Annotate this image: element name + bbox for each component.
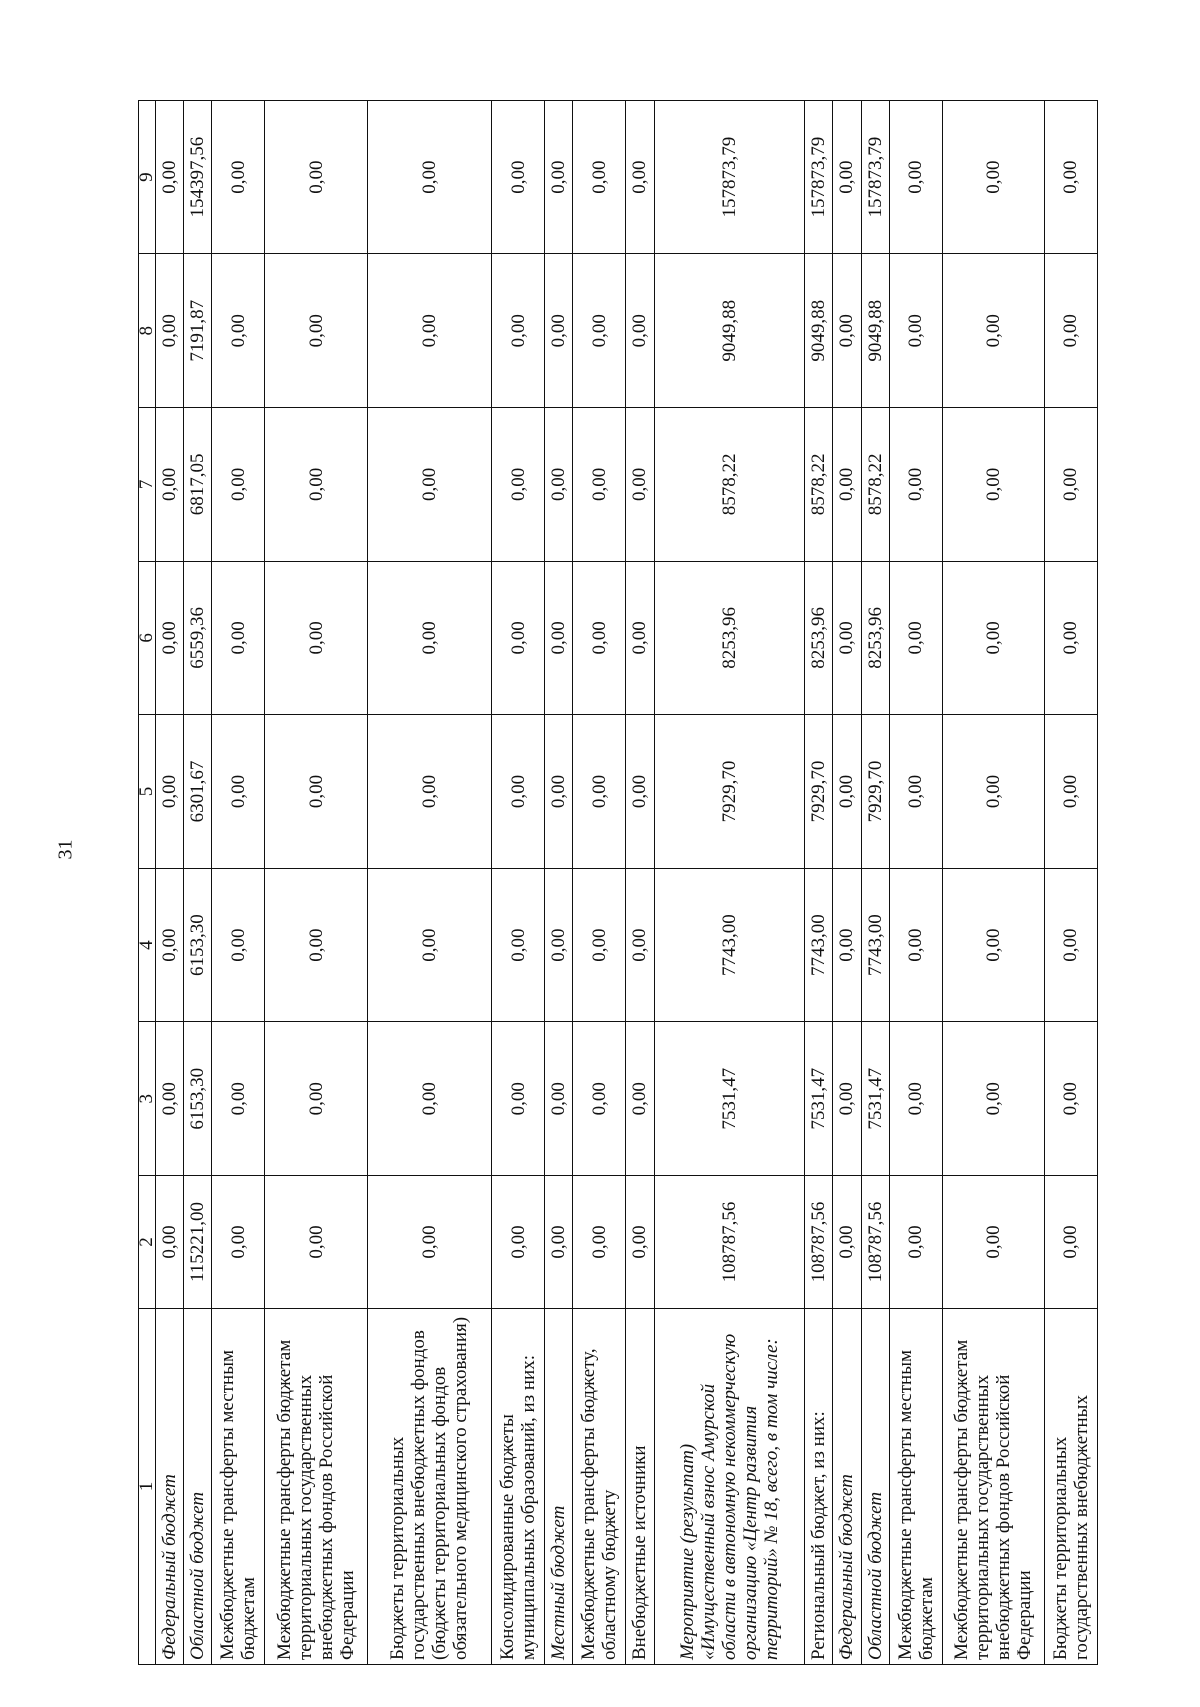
value-cell: 0,00 [573,1022,626,1176]
value-cell: 7531,47 [805,1022,833,1176]
value-cell: 0,00 [156,868,184,1022]
value-cell: 0,00 [833,561,861,715]
value-cell: 0,00 [573,715,626,869]
value-cell: 0,00 [889,1176,942,1309]
value-cell: 0,00 [833,408,861,562]
value-cell: 0,00 [626,561,654,715]
value-cell: 157873,79 [805,100,833,254]
value-cell: 0,00 [942,100,1044,254]
row-label: Местный бюджет [545,1309,573,1665]
value-cell: 7743,00 [861,868,889,1022]
column-header-9: 9 [139,100,156,254]
value-cell: 0,00 [1044,100,1097,254]
value-cell: 8253,96 [654,561,805,715]
value-cell: 0,00 [212,715,265,869]
value-cell: 0,00 [626,1022,654,1176]
row-label: Межбюджетные трансферты бюджетам территориальных государственных внебюджетных фондов Российской Федерации [942,1309,1044,1665]
value-cell: 154397,56 [184,100,212,254]
row-label: Межбюджетные трансферты бюджетам территориальных государственных внебюджетных фондов Российской Федерации [265,1309,367,1665]
value-cell: 0,00 [156,1022,184,1176]
value-cell: 0,00 [942,561,1044,715]
value-cell: 0,00 [573,408,626,562]
value-cell: 0,00 [626,254,654,408]
row-label: Федеральный бюджет [156,1309,184,1665]
value-cell: 0,00 [545,715,573,869]
row-label: Региональный бюджет, из них: [805,1309,833,1665]
value-cell: 0,00 [573,100,626,254]
rotated-table-container [138,100,1098,1665]
value-cell: 108787,56 [861,1176,889,1309]
value-cell: 0,00 [265,408,367,562]
table-row [1044,100,1097,1664]
value-cell: 0,00 [1044,408,1097,562]
table-body [156,100,1098,1664]
value-cell: 0,00 [156,561,184,715]
value-cell: 0,00 [573,254,626,408]
value-cell: 0,00 [626,100,654,254]
value-cell: 0,00 [212,408,265,562]
column-header-7: 7 [139,408,156,562]
row-label: Межбюджетные трансферты местным бюджетам [889,1309,942,1665]
row-label: Консолидированные бюджеты муниципальных образований, из них: [492,1309,545,1665]
value-cell: 8578,22 [654,408,805,562]
value-cell: 0,00 [212,561,265,715]
value-cell: 0,00 [889,868,942,1022]
value-cell: 9049,88 [654,254,805,408]
value-cell: 6817,05 [184,408,212,562]
value-cell: 0,00 [889,100,942,254]
value-cell: 0,00 [626,868,654,1022]
table-row [805,100,833,1664]
value-cell: 0,00 [833,868,861,1022]
column-header-6: 6 [139,561,156,715]
row-label: Бюджеты территориальных государственных внебюджетных фондов (бюджеты территориальных фондов обязательного медицинского страхования) [367,1309,492,1665]
value-cell: 0,00 [942,868,1044,1022]
row-label: Областной бюджет [861,1309,889,1665]
value-cell: 0,00 [265,1022,367,1176]
value-cell: 0,00 [492,715,545,869]
value-cell: 7929,70 [654,715,805,869]
column-header-5: 5 [139,715,156,869]
value-cell: 0,00 [1044,1176,1097,1309]
value-cell: 0,00 [492,561,545,715]
table-row [654,100,805,1664]
value-cell: 7531,47 [654,1022,805,1176]
value-cell: 0,00 [942,254,1044,408]
value-cell: 0,00 [367,1176,492,1309]
value-cell: 0,00 [942,715,1044,869]
value-cell: 7743,00 [654,868,805,1022]
value-cell: 8578,22 [861,408,889,562]
value-cell: 0,00 [626,408,654,562]
budget-table [138,100,1098,1665]
value-cell: 0,00 [367,1022,492,1176]
value-cell: 0,00 [1044,254,1097,408]
table-row [626,100,654,1664]
value-cell: 0,00 [367,100,492,254]
table-row [833,100,861,1664]
table-row [942,100,1044,1664]
table-row [212,100,265,1664]
value-cell: 0,00 [492,100,545,254]
value-cell: 0,00 [573,561,626,715]
value-cell: 0,00 [367,868,492,1022]
value-cell: 6559,36 [184,561,212,715]
value-cell: 0,00 [156,254,184,408]
value-cell: 7929,70 [861,715,889,869]
value-cell: 0,00 [212,254,265,408]
value-cell: 157873,79 [861,100,889,254]
row-label: Мероприятие (результат) «Имущественный взнос Амурской области в автономную некоммерческую организацию «Центр развития территорий» № 18, всего, в том числе: [654,1309,805,1665]
value-cell: 7743,00 [805,868,833,1022]
value-cell: 8578,22 [805,408,833,562]
value-cell: 0,00 [492,868,545,1022]
value-cell: 0,00 [626,715,654,869]
value-cell: 157873,79 [654,100,805,254]
value-cell: 0,00 [889,715,942,869]
table-row [545,100,573,1664]
row-label: Федеральный бюджет [833,1309,861,1665]
value-cell: 0,00 [156,100,184,254]
value-cell: 7191,87 [184,254,212,408]
value-cell: 0,00 [265,1176,367,1309]
value-cell: 0,00 [492,1022,545,1176]
value-cell: 0,00 [545,254,573,408]
column-header-4: 4 [139,868,156,1022]
value-cell: 0,00 [573,868,626,1022]
value-cell: 0,00 [833,715,861,869]
value-cell: 0,00 [545,408,573,562]
table-row [184,100,212,1664]
table-row [861,100,889,1664]
value-cell: 0,00 [889,408,942,562]
value-cell: 115221,00 [184,1176,212,1309]
row-label: Бюджеты территориальных государственных внебюджетных [1044,1309,1097,1665]
value-cell: 0,00 [545,1022,573,1176]
value-cell: 0,00 [156,715,184,869]
value-cell: 0,00 [265,254,367,408]
table-row [156,100,184,1664]
row-label: Межбюджетные трансферты местным бюджетам [212,1309,265,1665]
value-cell: 0,00 [212,1176,265,1309]
value-cell: 0,00 [833,254,861,408]
value-cell: 0,00 [367,715,492,869]
row-label: Областной бюджет [184,1309,212,1665]
value-cell: 0,00 [833,100,861,254]
value-cell: 0,00 [942,1022,1044,1176]
value-cell: 0,00 [942,1176,1044,1309]
value-cell: 0,00 [889,1022,942,1176]
value-cell: 6301,67 [184,715,212,869]
value-cell: 9049,88 [805,254,833,408]
value-cell: 0,00 [942,408,1044,562]
page-number: 31 [54,839,77,860]
value-cell: 0,00 [1044,1022,1097,1176]
value-cell: 0,00 [367,254,492,408]
value-cell: 7531,47 [861,1022,889,1176]
value-cell: 0,00 [265,561,367,715]
value-cell: 0,00 [367,561,492,715]
value-cell: 0,00 [833,1176,861,1309]
row-label: Межбюджетные трансферты бюджету, областному бюджету [573,1309,626,1665]
column-header-1: 1 [139,1309,156,1665]
header-row [139,100,156,1664]
value-cell: 0,00 [212,1022,265,1176]
value-cell: 6153,30 [184,868,212,1022]
value-cell: 0,00 [265,868,367,1022]
value-cell: 8253,96 [805,561,833,715]
value-cell: 9049,88 [861,254,889,408]
value-cell: 0,00 [492,1176,545,1309]
value-cell: 0,00 [492,254,545,408]
value-cell: 0,00 [212,100,265,254]
value-cell: 0,00 [833,1022,861,1176]
value-cell: 0,00 [545,868,573,1022]
value-cell: 0,00 [156,1176,184,1309]
table-row [265,100,367,1664]
value-cell: 0,00 [212,868,265,1022]
value-cell: 6153,30 [184,1022,212,1176]
value-cell: 7929,70 [805,715,833,869]
value-cell: 0,00 [1044,561,1097,715]
column-header-3: 3 [139,1022,156,1176]
row-label: Внебюджетные источники [626,1309,654,1665]
value-cell: 0,00 [889,254,942,408]
value-cell: 0,00 [492,408,545,562]
value-cell: 0,00 [367,408,492,562]
value-cell: 0,00 [1044,715,1097,869]
value-cell: 0,00 [265,100,367,254]
value-cell: 0,00 [1044,868,1097,1022]
value-cell: 108787,56 [654,1176,805,1309]
table-row [573,100,626,1664]
value-cell: 0,00 [265,715,367,869]
value-cell: 8253,96 [861,561,889,715]
value-cell: 0,00 [545,1176,573,1309]
table-row [492,100,545,1664]
value-cell: 0,00 [889,561,942,715]
table-row [367,100,492,1664]
value-cell: 0,00 [156,408,184,562]
value-cell: 0,00 [545,100,573,254]
table-row [889,100,942,1664]
value-cell: 0,00 [626,1176,654,1309]
column-header-8: 8 [139,254,156,408]
value-cell: 0,00 [545,561,573,715]
value-cell: 108787,56 [805,1176,833,1309]
value-cell: 0,00 [573,1176,626,1309]
column-header-2: 2 [139,1176,156,1309]
